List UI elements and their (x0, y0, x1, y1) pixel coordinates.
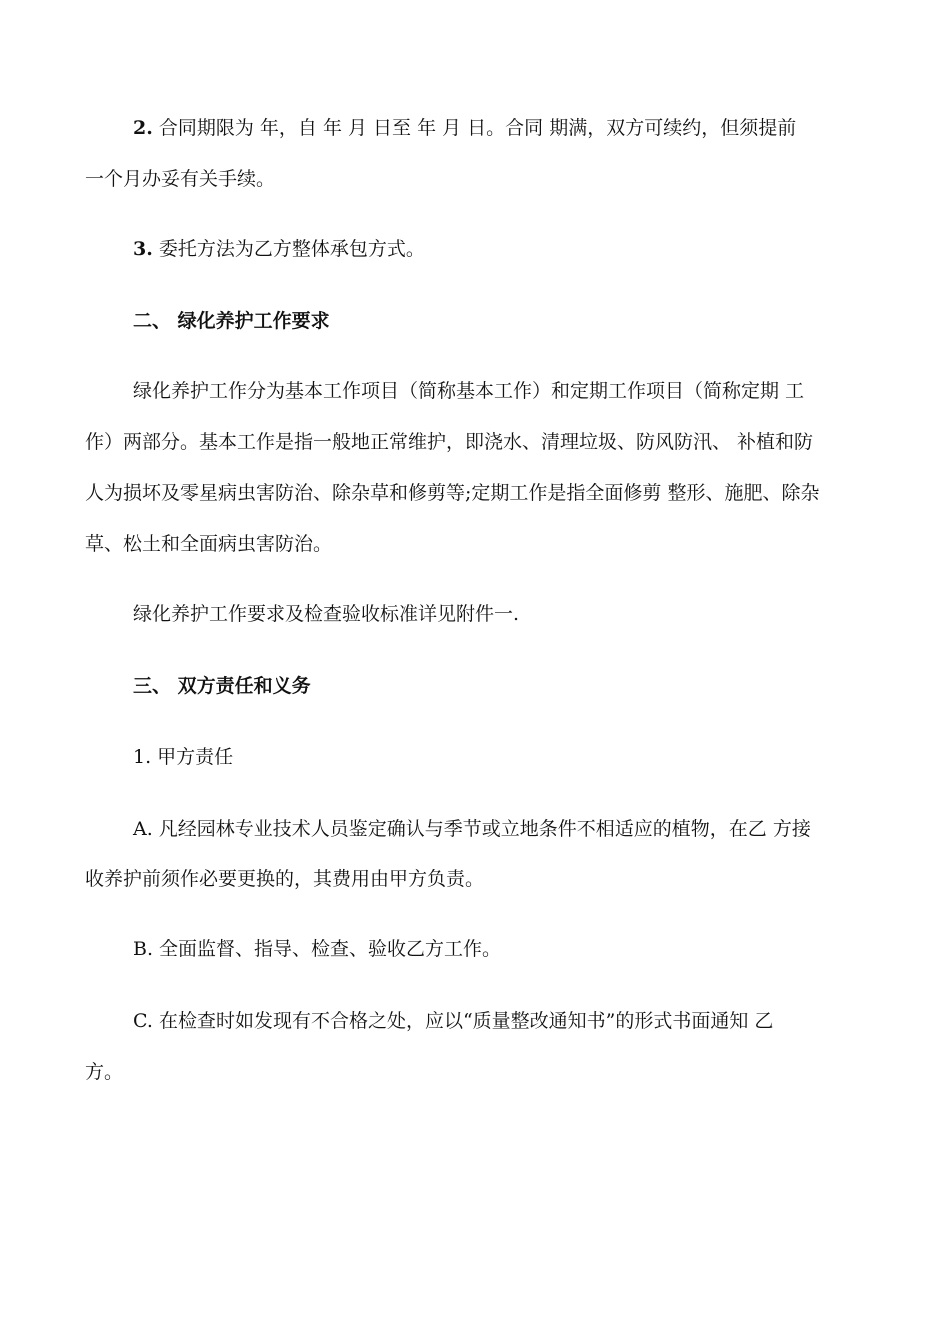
paragraph-text: 委托方法为乙方整体承包方式。 (152, 238, 425, 260)
paragraph-item-a-line2: 收养护前须作必要更换的，其费用由甲方负责。 (85, 868, 485, 890)
paragraph-item-a-line1: A. 凡经园林专业技术人员鉴定确认与季节或立地条件不相适应的植物，在乙 方接 (133, 818, 811, 840)
paragraph-contract-term-line1 (133, 114, 796, 142)
paragraph-attachment-ref: 绿化养护工作要求及检查验收标准详见附件一. (133, 603, 520, 625)
paragraph-entrust-method (133, 235, 425, 263)
paragraph-text: 合同期限为 年，自 年 月 日至 年 月 日。合同 期满，双方可续约，但须提前 (152, 117, 797, 139)
paragraph-work-scope-line3: 人为损坏及零星病虫害防治、除杂草和修剪等;定期工作是指全面修剪 整形、施肥、除杂 (85, 482, 820, 504)
paragraph-item-c-line2: 方。 (85, 1061, 124, 1083)
subheading-party-a: 1. 甲方责任 (133, 746, 234, 768)
item-number: 3. (133, 238, 153, 260)
section-heading-3: 三、 双方责任和义务 (133, 675, 311, 697)
paragraph-item-b: B. 全面监督、指导、检查、验收乙方工作。 (133, 938, 502, 960)
item-number: 2. (133, 117, 153, 139)
paragraph-work-scope-line1: 绿化养护工作分为基本工作项目（简称基本工作）和定期工作项目（简称定期 工 (133, 380, 805, 402)
section-heading-2: 二、 绿化养护工作要求 (133, 310, 330, 332)
paragraph-item-c-line1: C. 在检查时如发现有不合格之处，应以“质量整改通知书”的形式书面通知 乙 (133, 1010, 774, 1032)
paragraph-work-scope-line4: 草、松土和全面病虫害防治。 (85, 533, 333, 555)
paragraph-contract-term-line2: 一个月办妥有关手续。 (85, 168, 276, 190)
paragraph-work-scope-line2: 作）两部分。基本工作是指一般地正常维护，即浇水、清理垃圾、防风防汛、 补植和防 (85, 431, 814, 453)
